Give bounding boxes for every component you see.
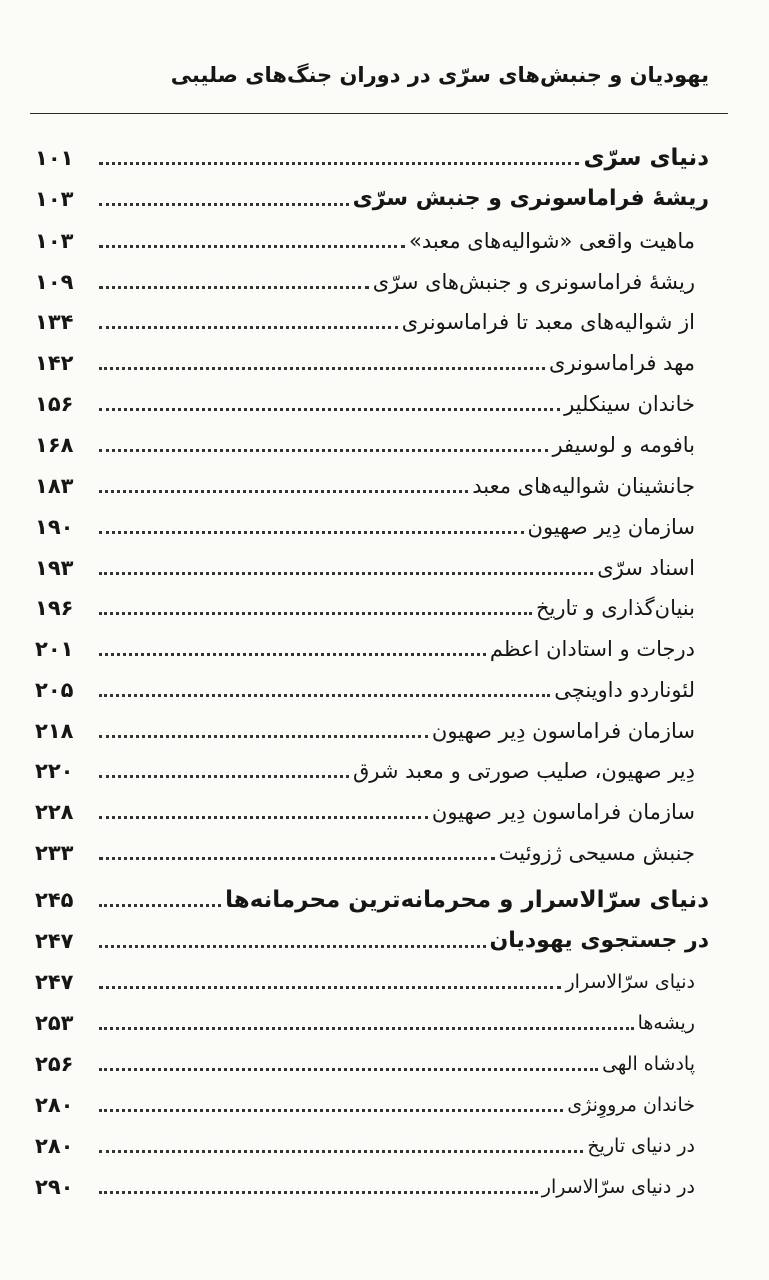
dot-leader: [99, 653, 486, 656]
dot-leader: [99, 367, 545, 370]
toc-entry: [35, 422, 709, 462]
toc-title: دنیای سرّالاسرار: [565, 971, 695, 993]
toc-title: مهد فراماسونری: [548, 351, 695, 375]
header-rule: [30, 113, 728, 114]
toc-entry: [35, 748, 709, 788]
dot-leader: [99, 490, 468, 493]
toc-entry: [35, 299, 709, 339]
toc-title: در دنیای تاریخ: [587, 1135, 695, 1157]
toc-entry: [35, 259, 709, 299]
dot-leader: [99, 986, 561, 989]
toc-entry: [35, 667, 709, 707]
toc-title: سازمان فراماسون دِیر صهیون: [431, 800, 695, 824]
toc-title: سازمان دِیر صهیون: [527, 515, 695, 539]
dot-leader: [99, 449, 548, 452]
toc-page-number: ۲۵۶: [35, 1052, 74, 1076]
toc-entry: [35, 545, 709, 585]
toc-page-number: ۱۹۶: [35, 596, 74, 620]
dot-leader: [99, 408, 560, 411]
toc-page-number: ۲۲۰: [35, 759, 74, 783]
toc-page-number: ۲۰۱: [35, 637, 74, 661]
toc-title: دنیای سرّالاسرار و محرمانه‌ترین محرمانه‌ها: [225, 887, 709, 913]
toc-entry: [35, 504, 709, 544]
toc-title: سازمان فراماسون دِیر صهیون: [431, 719, 695, 743]
toc-title: ماهیت واقعی «شوالیه‌های معبد»: [409, 229, 695, 253]
toc-title: ریشه‌ها: [637, 1012, 695, 1034]
dot-leader: [99, 694, 550, 697]
toc-page-number: ۱۹۰: [35, 515, 74, 539]
toc-page-number: ۲۵۳: [35, 1011, 74, 1035]
toc-entry: [35, 918, 709, 958]
dot-leader: [99, 162, 579, 165]
dot-leader: [99, 286, 369, 289]
toc-title: اسناد سرّی: [597, 556, 695, 580]
toc-page-number: ۱۴۲: [35, 351, 74, 375]
toc-page-number: ۱۸۳: [35, 474, 74, 498]
dot-leader: [99, 735, 428, 738]
toc-page-number: ۱۰۳: [35, 187, 74, 211]
toc-entry: [35, 830, 709, 870]
toc-page-number: ۱۶۸: [35, 433, 74, 457]
dot-leader: [99, 857, 495, 860]
dot-leader: [99, 1150, 583, 1153]
running-header: یهودیان و جنبش‌های سرّی در دوران جنگ‌های صلیبی: [170, 63, 709, 87]
toc-title: در دنیای سرّالاسرار: [541, 1176, 695, 1198]
toc-entry: [35, 340, 709, 380]
dot-leader: [99, 904, 221, 907]
toc-entry: [35, 381, 709, 421]
toc-entry: [35, 708, 709, 748]
toc-page-number: ۲۸۰: [35, 1134, 74, 1158]
toc-entry: [35, 877, 709, 917]
toc-entry: [35, 1082, 709, 1122]
toc-page-number: ۲۱۸: [35, 719, 74, 743]
toc-title: پادشاه الهی: [602, 1053, 695, 1075]
dot-leader: [99, 326, 398, 329]
toc-title: جنبش مسیحی ژزوئیت: [498, 841, 695, 865]
toc-title: ریشهٔ فراماسونری و جنبش سرّی: [352, 186, 709, 211]
toc-title: از شوالیه‌های معبد تا فراماسونری: [401, 310, 695, 334]
dot-leader: [99, 612, 532, 615]
toc-entry: [35, 176, 709, 216]
toc-page-number: ۲۰۵: [35, 678, 74, 702]
toc-entry: [35, 626, 709, 666]
toc-entry: [35, 789, 709, 829]
toc-entry: [35, 959, 709, 999]
dot-leader: [99, 203, 349, 206]
toc-page-number: ۱۹۳: [35, 556, 74, 580]
toc-page-number: ۲۹۰: [35, 1175, 74, 1199]
toc-page-number: ۱۳۴: [35, 310, 74, 334]
toc-title: خاندان مرووِنژی: [567, 1094, 695, 1116]
toc-title: درجات و استادان اعظم: [489, 637, 695, 661]
toc-entry: [35, 463, 709, 503]
toc-title: ریشهٔ فراماسونری و جنبش‌های سرّی: [372, 270, 695, 294]
toc-entry: [35, 1164, 709, 1204]
toc-title: دِیر صهیون، صلیب صورتی و معبد شرق: [353, 759, 695, 783]
toc-page-number: ۱۰۹: [35, 270, 74, 294]
toc-entry: [35, 1041, 709, 1081]
toc-title: در جستجوی یهودیان: [489, 928, 709, 953]
toc-title: لئوناردو داوینچی: [554, 678, 695, 702]
toc-page-number: ۲۳۳: [35, 841, 74, 865]
dot-leader: [99, 245, 405, 248]
toc-page-number: ۱۵۶: [35, 392, 74, 416]
toc-page-number: ۲۴۷: [35, 929, 74, 953]
toc-page-number: ۲۲۸: [35, 800, 74, 824]
toc-page-number: ۲۴۷: [35, 970, 74, 994]
dot-leader: [99, 572, 593, 575]
toc-page-number: ۱۰۱: [35, 146, 74, 170]
toc-entry: [35, 1123, 709, 1163]
toc-entry: [35, 218, 709, 258]
dot-leader: [99, 945, 486, 948]
dot-leader: [99, 1109, 563, 1112]
toc-entry: [35, 1000, 709, 1040]
toc-entry: [35, 135, 709, 175]
dot-leader: [99, 1068, 598, 1071]
dot-leader: [99, 1191, 538, 1194]
dot-leader: [99, 531, 524, 534]
toc-title: بافومه و لوسیفر: [552, 433, 695, 457]
toc-title: جانشینان شوالیه‌های معبد: [472, 474, 695, 498]
toc-entry: [35, 585, 709, 625]
dot-leader: [99, 816, 428, 819]
toc-page-number: ۲۸۰: [35, 1093, 74, 1117]
dot-leader: [99, 1027, 634, 1030]
dot-leader: [99, 775, 349, 778]
toc-page-number: ۲۴۵: [35, 888, 74, 912]
toc-page-number: ۱۰۳: [35, 229, 74, 253]
toc-title: خاندان سینکلیر: [564, 392, 695, 416]
toc-title: دنیای سرّی: [583, 145, 709, 171]
toc-title: بنیان‌گذاری و تاریخ: [535, 596, 695, 620]
